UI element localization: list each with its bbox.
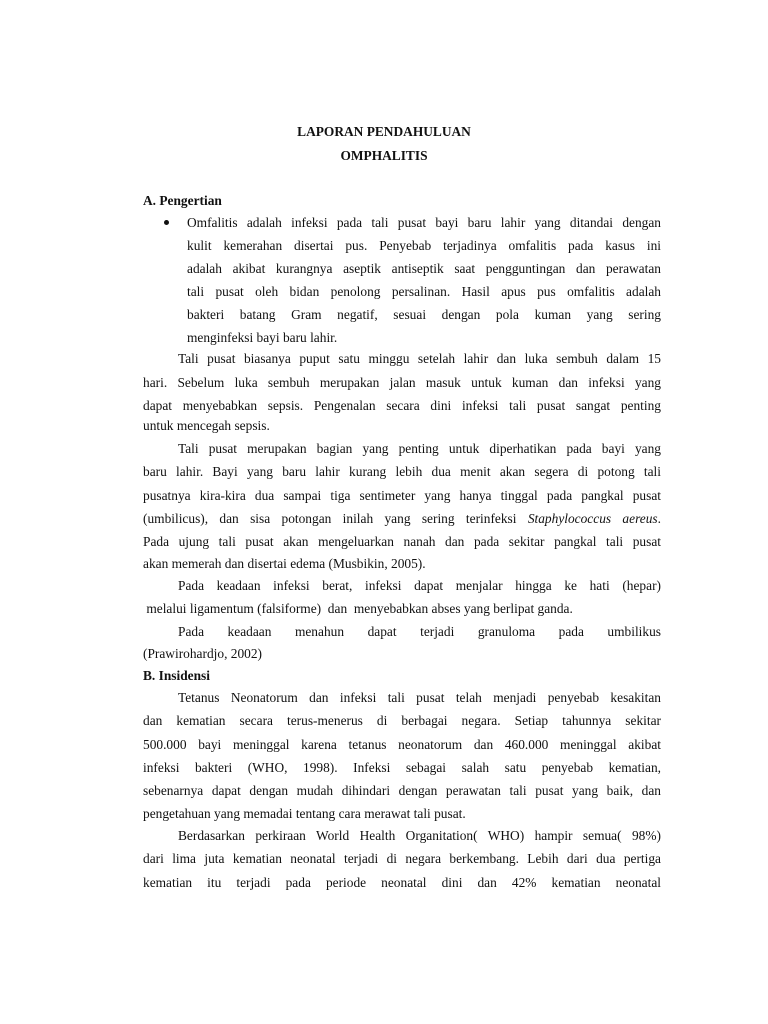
bullet-icon [164,220,169,225]
paragraph-line: Tali pusat biasanya puput satu minggu setelah lahir dan luka sembuh dalam 15 [178,351,661,366]
paragraph-line-last: pengetahuan yang memadai tentang cara merawat tali pusat. [143,806,466,821]
document-title: LAPORAN PENDAHULUAN [297,124,471,139]
paragraph-line: dari lima juta kematian neonatal terjadi di negara berkembang. Lebih dari dua pertiga [143,851,661,866]
paragraph-line-last: melalui ligamentum (falsiforme) dan menyebabkan abses yang berlipat ganda. [143,601,573,616]
bullet-line-last: menginfeksi bayi baru lahir. [187,330,338,345]
paragraph-line: Tetanus Neonatorum dan infeksi tali pusat telah menjadi penyebab kesakitan [178,690,661,705]
species-name: Staphylococcus aereus [527,511,658,526]
paragraph-line: Pada keadaan menahun dapat terjadi granuloma pada umbilikus [178,624,661,639]
section-heading-insidensi: B. Insidensi [143,668,210,683]
paragraph-line: dan kematian secara terus-menerus di berbagai negara. Setiap tahunnya sekitar [143,713,661,728]
paragraph-line: hari. Sebelum luka sembuh merupakan jalan masuk untuk kuman dan infeksi yang [143,375,661,390]
paragraph-line: pusatnya kira-kira dua sampai tiga sentimeter yang hanya tinggal pada pangkal pusat [143,488,661,503]
paragraph-line [143,511,661,527]
bullet-line: kulit kemerahan disertai pus. Penyebab terjadinya omfalitis pada kasus ini [187,238,661,253]
paragraph-line: 500.000 bayi meninggal karena tetanus neonatorum dan 460.000 meninggal akibat [143,737,661,752]
paragraph-line: infeksi bakteri (WHO, 1998). Infeksi sebagai salah satu penyebab kematian, [143,760,661,775]
bullet-line: adalah akibat kurangnya aseptik antiseptik saat pengguntingan dan perawatan [187,261,661,276]
paragraph-line: Pada ujung tali pusat akan mengeluarkan nanah dan pada sekitar pangkal tali pusat [143,534,661,549]
bullet-line: tali pusat oleh bidan penolong persalinan. Hasil apus pus omfalitis adalah [187,284,661,299]
paragraph-line: Pada keadaan infeksi berat, infeksi dapat menjalar hingga ke hati (hepar) [178,578,661,593]
paragraph-line: Berdasarkan perkiraan World Health Organitation( WHO) hampir semua( 98%) [178,828,661,843]
paragraph-line: dapat menyebabkan sepsis. Pengenalan secara dini infeksi tali pusat sangat penting [143,398,661,413]
paragraph-line-last: (Prawirohardjo, 2002) [143,646,262,661]
section-heading-pengertian: A. Pengertian [143,193,222,208]
paragraph-text: (umbilicus), dan sisa potongan inilah yang sering terinfeksi [143,511,517,526]
paragraph-line: sebenarnya dapat dengan mudah dihindari dengan perawatan tali pusat yang baik, dan [143,783,661,798]
bullet-line: bakteri batang Gram negatif, sesuai dengan pola kuman yang sering [187,307,661,322]
document-subtitle: OMPHALITIS [340,148,428,163]
paragraph-text: . [657,511,661,526]
paragraph-line: kematian itu terjadi pada periode neonatal dini dan 42% kematian neonatal [143,875,661,890]
bullet-line: Omfalitis adalah infeksi pada tali pusat bayi baru lahir yang ditandai dengan [187,215,661,230]
paragraph-line-last: akan memerah dan disertai edema (Musbikin, 2005). [143,556,426,571]
paragraph-line: baru lahir. Bayi yang baru lahir kurang lebih dua menit akan segera di potong tali [143,464,661,479]
paragraph-line: Tali pusat merupakan bagian yang penting untuk diperhatikan pada bayi yang [178,441,661,456]
paragraph-line-last: untuk mencegah sepsis. [143,418,270,433]
